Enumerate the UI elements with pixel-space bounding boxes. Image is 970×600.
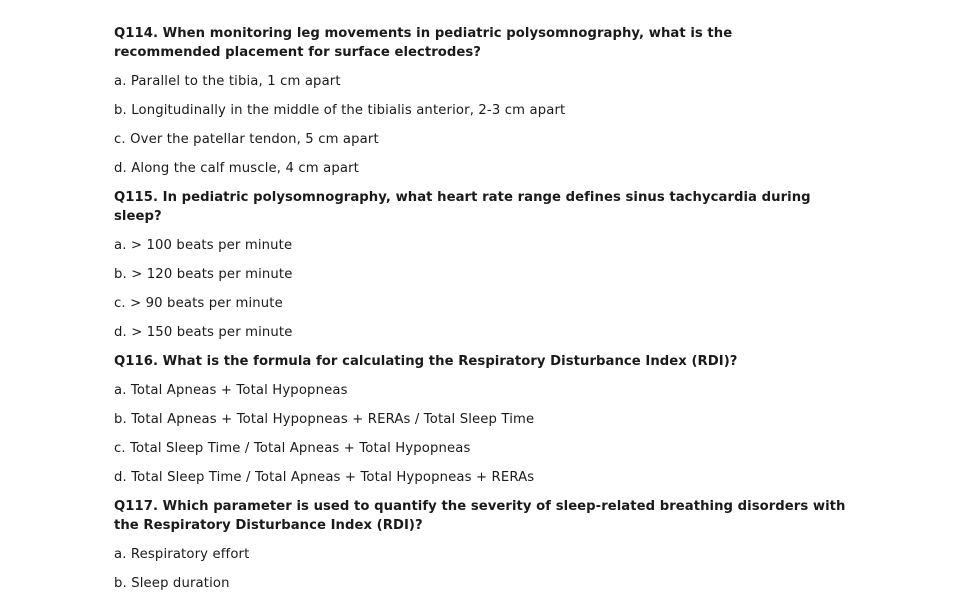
question-text: Q114. When monitoring leg movements in pediatric polysomnography, what is the recommended placement for surface electrodes? xyxy=(114,26,733,60)
answer-option: b. Total Apneas + Total Hypopneas + RERAs / Total Sleep Time xyxy=(114,412,535,427)
answer-option: b. Sleep duration xyxy=(114,576,230,591)
answer-option: d. Total Sleep Time / Total Apneas + Total Hypopneas + RERAs xyxy=(114,470,535,485)
answer-option: a. Parallel to the tibia, 1 cm apart xyxy=(114,74,341,89)
answer-option: c. Over the patellar tendon, 5 cm apart xyxy=(114,132,379,147)
answer-option: a. Respiratory effort xyxy=(114,547,250,562)
answer-option: d. > 150 beats per minute xyxy=(114,325,293,340)
quiz-document xyxy=(114,24,874,593)
answer-option: c. > 90 beats per minute xyxy=(114,296,283,311)
answer-option: d. Along the calf muscle, 4 cm apart xyxy=(114,161,359,176)
question-block xyxy=(114,352,874,497)
answer-option: b. Longitudinally in the middle of the tibialis anterior, 2-3 cm apart xyxy=(114,103,566,118)
answer-option: b. > 120 beats per minute xyxy=(114,267,293,282)
question-text: Q116. What is the formula for calculating the Respiratory Disturbance Index (RDI)? xyxy=(114,354,738,369)
question-block xyxy=(114,24,874,188)
answer-option: a. Total Apneas + Total Hypopneas xyxy=(114,383,348,398)
question-text: Q117. Which parameter is used to quantify the severity of sleep-related breathing disorders with the Respiratory Disturbance Index (RDI)? xyxy=(114,499,846,533)
answer-option: a. > 100 beats per minute xyxy=(114,238,293,253)
question-block xyxy=(114,188,874,352)
question-block xyxy=(114,497,874,593)
question-text: Q115. In pediatric polysomnography, what heart rate range defines sinus tachycardia during sleep? xyxy=(114,190,811,224)
answer-option: c. Total Sleep Time / Total Apneas + Total Hypopneas xyxy=(114,441,471,456)
